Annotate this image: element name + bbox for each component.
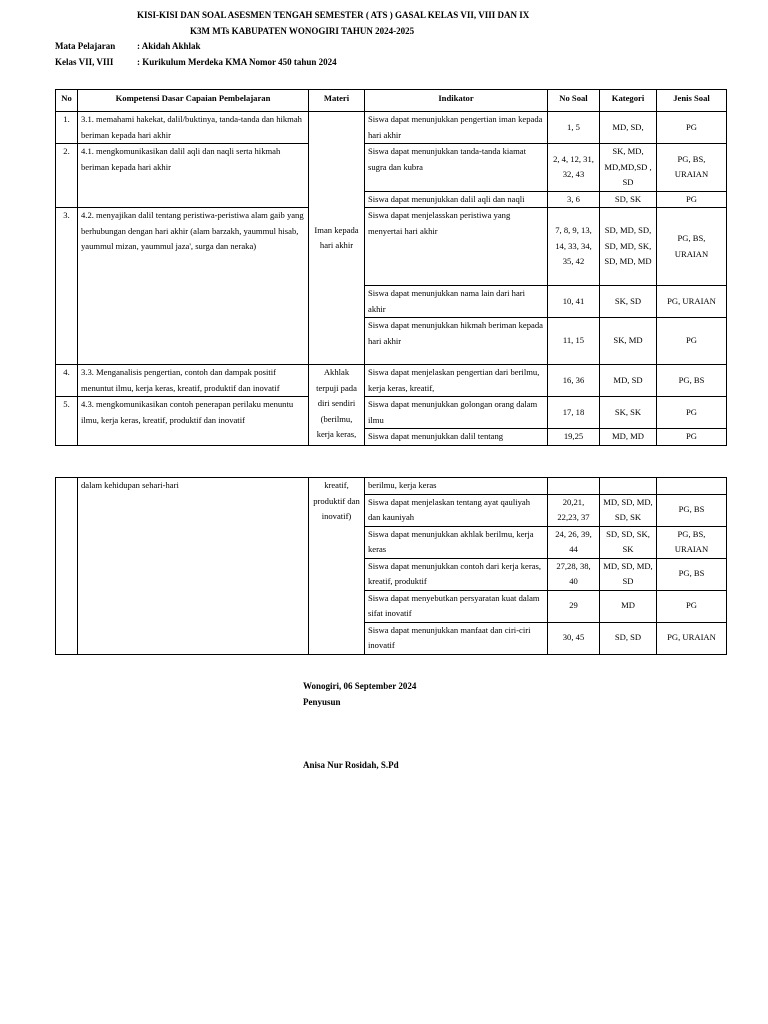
row-kategori: SD, SD xyxy=(600,622,657,654)
table-row xyxy=(56,208,727,286)
row-kompetensi: 4.2. menyajikan dalil tentang peristiwa-peristiwa alam gaib yang berhubungan dengan hari akhir (alam barzakh, yaummul hisab, yaummul mizan, yaummul jaza', surga dan neraka) xyxy=(78,208,309,365)
row-no-soal: 19,25 xyxy=(548,429,600,446)
row-indikator: Siswa dapat menunjukkan dalil aqli dan naqli xyxy=(365,191,548,208)
row-no: 5. xyxy=(56,397,78,446)
row-no: 2. xyxy=(56,144,78,208)
signature-name: Anisa Nur Rosidah, S.Pd xyxy=(303,760,399,770)
row-kategori: SK, SD xyxy=(600,286,657,318)
row-no-soal: 2, 4, 12, 31, 32, 43 xyxy=(548,144,600,192)
row-kategori: MD xyxy=(600,590,657,622)
row-no-soal: 10, 41 xyxy=(548,286,600,318)
table-row xyxy=(56,365,727,397)
row-no-soal: 27,28, 38, 40 xyxy=(548,558,600,590)
row-kompetensi: 3.1. memahami hakekat, dalil/buktinya, tanda-tanda dan hikmah beriman kepada hari akhir xyxy=(78,112,309,144)
row-no: 1. xyxy=(56,112,78,144)
row-kategori: MD, MD xyxy=(600,429,657,446)
row-indikator: Siswa dapat menunjukkan pengertian iman kepada hari akhir xyxy=(365,112,548,144)
row-kompetensi: 3.3. Menganalisis pengertian, contoh dan dampak positif menuntut ilmu, kerja keras, kreatif, produktif dan inovatif xyxy=(78,365,309,397)
row-kategori: SK, MD, MD,MD,SD , SD xyxy=(600,144,657,192)
row-jenis-soal: PG xyxy=(657,397,727,429)
row-indikator: Siswa dapat menunjukkan nama lain dari hari akhir xyxy=(365,286,548,318)
row-jenis-soal: PG, URAIAN xyxy=(657,622,727,654)
table-row xyxy=(56,478,727,495)
row-jenis-soal: PG, BS xyxy=(657,365,727,397)
row-jenis-soal: PG, BS xyxy=(657,494,727,526)
row-no-soal: 3, 6 xyxy=(548,191,600,208)
row-kompetensi: 4.3. mengkomunikasikan contoh penerapan perilaku menuntu ilmu, kerja keras, kreatif, produktif dan inovatif xyxy=(78,397,309,446)
competency-table-part2 xyxy=(55,477,727,655)
row-indikator: Siswa dapat menyebutkan persyaratan kuat dalam sifat inovatif xyxy=(365,590,548,622)
row-kategori: SK, SK xyxy=(600,397,657,429)
row-jenis-soal xyxy=(657,478,727,495)
header-indikator: Indikator xyxy=(365,90,548,112)
row-no-soal: 11, 15 xyxy=(548,318,600,365)
row-kompetensi: 4.1. mengkomunikasikan dalil aqli dan naqli serta hikmah beriman kepada hari akhir xyxy=(78,144,309,208)
row-indikator: berilmu, kerja keras xyxy=(365,478,548,495)
header-no-soal: No Soal xyxy=(548,90,600,112)
row-kategori: MD, SD, xyxy=(600,112,657,144)
materi-continued: kreatif, produktif dan inovatif) xyxy=(309,478,365,655)
document-title-line1: KISI-KISI DAN SOAL ASESMEN TENGAH SEMESTER ( ATS ) GASAL KELAS VII, VIII DAN IX xyxy=(137,10,530,20)
document-title-line2: K3M MTs KABUPATEN WONOGIRI TAHUN 2024-2025 xyxy=(190,26,415,36)
header-materi: Materi xyxy=(309,90,365,112)
row-no: 4. xyxy=(56,365,78,397)
row-indikator: Siswa dapat menunjukkan golongan orang dalam ilmu xyxy=(365,397,548,429)
row-kategori: SD, MD, SD, SD, MD, SK, SD, MD, MD xyxy=(600,208,657,286)
row-no-soal: 17, 18 xyxy=(548,397,600,429)
row-jenis-soal: PG xyxy=(657,429,727,446)
row-no-soal: 29 xyxy=(548,590,600,622)
row-jenis-soal: PG xyxy=(657,590,727,622)
row-jenis-soal: PG xyxy=(657,112,727,144)
table-row xyxy=(56,112,727,144)
row-kategori: SD, SK xyxy=(600,191,657,208)
materi-iman-hari-akhir: Iman kepada hari akhir xyxy=(309,112,365,365)
subject-value: : Akidah Akhlak xyxy=(137,41,201,51)
row-jenis-soal: PG, BS xyxy=(657,558,727,590)
row-no-soal: 20,21, 22,23, 37 xyxy=(548,494,600,526)
row-indikator: Siswa dapat menunjukkan dalil tentang xyxy=(365,429,548,446)
row-jenis-soal: PG, BS, URAIAN xyxy=(657,144,727,192)
row-kategori xyxy=(600,478,657,495)
row-no-continued xyxy=(56,478,78,655)
table-row xyxy=(56,397,727,429)
row-no-soal: 7, 8, 9, 13, 14, 33, 34, 35, 42 xyxy=(548,208,600,286)
row-no-soal: 16, 36 xyxy=(548,365,600,397)
header-no: No xyxy=(56,90,78,112)
row-no-soal: 24, 26, 39, 44 xyxy=(548,526,600,558)
row-indikator: Siswa dapat menunjukkan hikmah beriman kepada hari akhir xyxy=(365,318,548,365)
row-no-soal xyxy=(548,478,600,495)
row-indikator: Siswa dapat menjelaskan tentang ayat qauliyah dan kauniyah xyxy=(365,494,548,526)
class-value: : Kurikulum Merdeka KMA Nomor 450 tahun 2024 xyxy=(137,57,337,67)
row-jenis-soal: PG, BS, URAIAN xyxy=(657,526,727,558)
row-indikator: Siswa dapat menjelaskan pengertian dari berilmu, kerja keras, kreatif, xyxy=(365,365,548,397)
competency-table-part1 xyxy=(55,89,727,446)
row-indikator: Siswa dapat menunjukkan contoh dari kerja keras, kreatif, produktif xyxy=(365,558,548,590)
row-indikator: Siswa dapat menunjukkan akhlak berilmu, kerja keras xyxy=(365,526,548,558)
row-kategori: MD, SD, MD, SD xyxy=(600,558,657,590)
header-jenis-soal: Jenis Soal xyxy=(657,90,727,112)
row-no: 3. xyxy=(56,208,78,365)
row-kategori: MD, SD xyxy=(600,365,657,397)
signature-place-date: Wonogiri, 06 September 2024 xyxy=(303,681,417,691)
row-no-soal: 1, 5 xyxy=(548,112,600,144)
table-header-row xyxy=(56,90,727,112)
class-label: Kelas VII, VIII xyxy=(55,57,114,67)
row-kategori: SD, SD, SK, SK xyxy=(600,526,657,558)
row-indikator: Siswa dapat menunjukkan manfaat dan ciri-ciri inovatif xyxy=(365,622,548,654)
row-jenis-soal: PG xyxy=(657,191,727,208)
row-kategori: MD, SD, MD, SD, SK xyxy=(600,494,657,526)
row-jenis-soal: PG xyxy=(657,318,727,365)
row-indikator: Siswa dapat menjelasskan peristiwa yang menyertai hari akhir xyxy=(365,208,548,286)
row-indikator: Siswa dapat menunjukkan tanda-tanda kiamat sugra dan kubra xyxy=(365,144,548,192)
row-jenis-soal: PG, URAIAN xyxy=(657,286,727,318)
kompetensi-continued: dalam kehidupan sehari-hari xyxy=(78,478,309,655)
row-jenis-soal: PG, BS, URAIAN xyxy=(657,208,727,286)
row-no-soal: 30, 45 xyxy=(548,622,600,654)
materi-akhlak-terpuji: Akhlak terpuji pada diri sendiri (berilmu, kerja keras, xyxy=(309,365,365,446)
table-row xyxy=(56,144,727,192)
subject-label: Mata Pelajaran xyxy=(55,41,116,51)
header-kompetensi: Kompetensi Dasar Capaian Pembelajaran xyxy=(78,90,309,112)
row-kategori: SK, MD xyxy=(600,318,657,365)
signature-role: Penyusun xyxy=(303,697,341,707)
header-kategori: Kategori xyxy=(600,90,657,112)
